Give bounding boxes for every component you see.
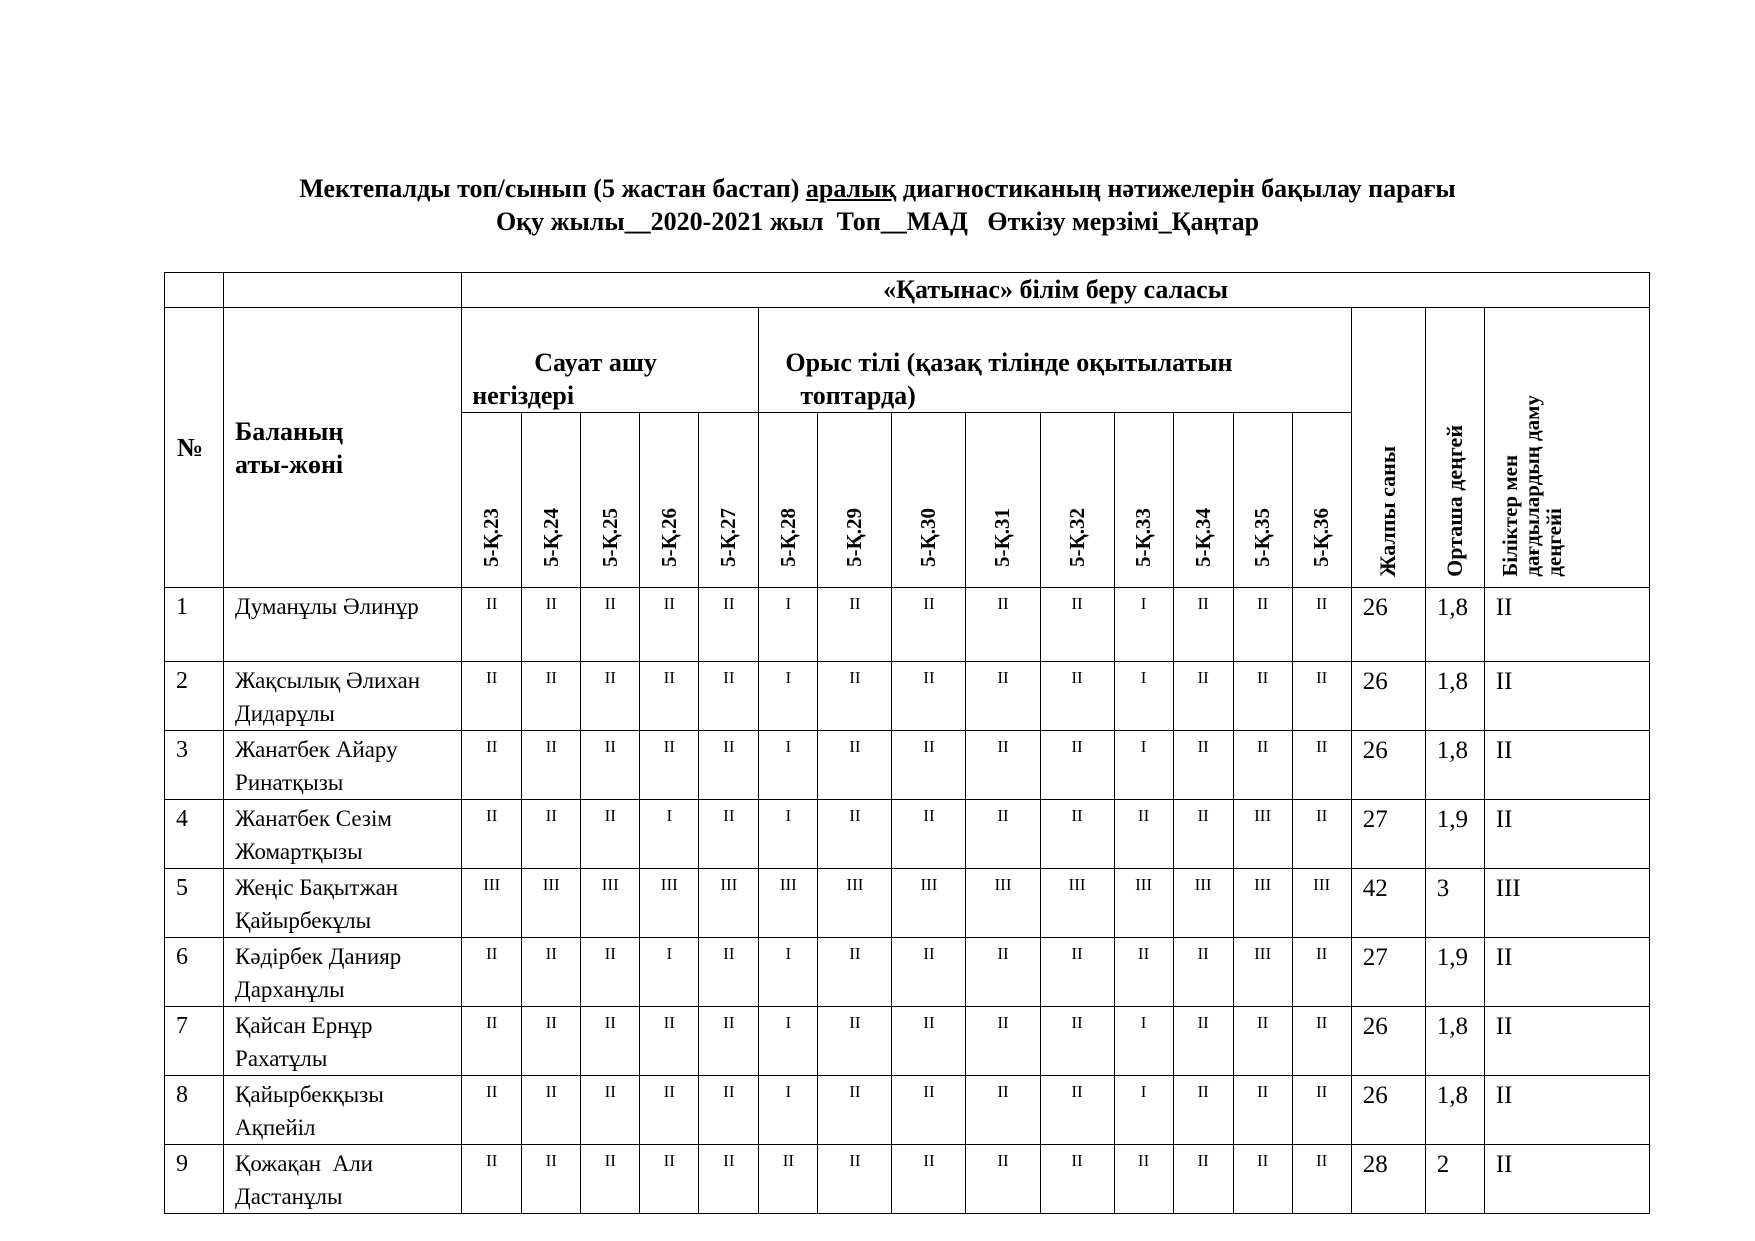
mark-cell: II	[1040, 662, 1114, 731]
development-level: II	[1484, 1076, 1649, 1145]
child-name-header: Баланың аты-жөні	[224, 308, 462, 588]
mark-cell: II	[1233, 1145, 1292, 1214]
indicator-code-header	[1292, 413, 1351, 588]
total-score: 26	[1351, 588, 1425, 662]
child-name: Қайсан Ернұр Рахатұлы	[224, 1007, 462, 1076]
mark-cell: II	[1233, 662, 1292, 731]
indicator-code-header	[818, 413, 892, 588]
mark-cell: III	[1114, 869, 1173, 938]
child-name: Қайырбекқызы Ақпейіл	[224, 1076, 462, 1145]
mark-cell: II	[699, 800, 759, 869]
total-score: 26	[1351, 1007, 1425, 1076]
mark-cell: III	[1233, 800, 1292, 869]
row-number: 9	[165, 1145, 224, 1214]
mark-cell: II	[1114, 1145, 1173, 1214]
title-line-2: Оқу жылы__2020-2021 жыл Топ__МАД Өткізу мерзімі_Қаңтар	[495, 207, 1260, 236]
mark-cell: II	[522, 800, 581, 869]
development-level: II	[1484, 1007, 1649, 1076]
indicator-code-label: 5-Қ.25	[597, 508, 622, 567]
development-level: II	[1484, 800, 1649, 869]
indicator-code-label: 5-Қ.28	[775, 508, 800, 567]
mark-cell: II	[462, 800, 522, 869]
blank-cell	[165, 273, 224, 308]
indicator-code-label: 5-Қ.30	[916, 508, 941, 567]
mark-cell: II	[1233, 588, 1292, 662]
mark-cell: II	[1233, 1076, 1292, 1145]
mark-cell: III	[522, 869, 581, 938]
child-name: Қожақан Али Дастанұлы	[224, 1145, 462, 1214]
mark-cell: II	[1173, 588, 1233, 662]
table-row	[165, 1145, 1650, 1214]
mark-cell: II	[699, 1076, 759, 1145]
development-level: II	[1484, 731, 1649, 800]
mark-cell: III	[640, 869, 699, 938]
table-row	[165, 588, 1650, 662]
indicator-code-header	[699, 413, 759, 588]
mark-cell: II	[818, 1007, 892, 1076]
mark-cell: II	[581, 588, 640, 662]
mark-cell: II	[818, 731, 892, 800]
mark-cell: II	[818, 1145, 892, 1214]
mark-cell: II	[699, 1007, 759, 1076]
mark-cell: II	[1040, 1007, 1114, 1076]
mark-cell: II	[1233, 1007, 1292, 1076]
table-row	[165, 938, 1650, 1007]
mark-cell: I	[1114, 662, 1173, 731]
table-row	[165, 731, 1650, 800]
mark-cell: II	[522, 662, 581, 731]
indicator-code-label: 5-Қ.26	[656, 508, 681, 567]
indicator-code-label: 5-Қ.32	[1064, 508, 1089, 567]
mark-cell: I	[640, 800, 699, 869]
total-score: 27	[1351, 800, 1425, 869]
indicator-code-label: 5-Қ.23	[479, 508, 504, 567]
mark-cell: II	[462, 1007, 522, 1076]
row-number: 8	[165, 1076, 224, 1145]
mark-cell: II	[1292, 1145, 1351, 1214]
mark-cell: II	[581, 1145, 640, 1214]
mark-cell: II	[640, 1145, 699, 1214]
mark-cell: II	[462, 1076, 522, 1145]
mark-cell: II	[522, 731, 581, 800]
mark-cell: II	[581, 1007, 640, 1076]
mark-cell: III	[966, 869, 1040, 938]
mark-cell: II	[522, 938, 581, 1007]
mark-cell: II	[966, 731, 1040, 800]
row-number: 3	[165, 731, 224, 800]
mark-cell: I	[759, 731, 818, 800]
table-row	[165, 662, 1650, 731]
mark-cell: II	[818, 662, 892, 731]
indicator-code-header	[1114, 413, 1173, 588]
indicator-code-header	[522, 413, 581, 588]
mark-cell: II	[966, 662, 1040, 731]
total-score: 26	[1351, 662, 1425, 731]
mark-cell: II	[818, 588, 892, 662]
row-number: 4	[165, 800, 224, 869]
mark-cell: II	[640, 662, 699, 731]
mark-cell: III	[1040, 869, 1114, 938]
mark-cell: I	[1114, 731, 1173, 800]
mark-cell: III	[1292, 869, 1351, 938]
mark-cell: II	[1173, 731, 1233, 800]
indicator-code-header	[640, 413, 699, 588]
average-level: 1,8	[1425, 662, 1484, 731]
mark-cell: II	[1173, 662, 1233, 731]
mark-cell: II	[581, 938, 640, 1007]
mark-cell: III	[1233, 869, 1292, 938]
child-name: Жанатбек Сезім Жомартқызы	[224, 800, 462, 869]
development-level: II	[1484, 1145, 1649, 1214]
mark-cell: II	[1233, 731, 1292, 800]
total-score: 27	[1351, 938, 1425, 1007]
table-row	[165, 1076, 1650, 1145]
mark-cell: II	[966, 1076, 1040, 1145]
mark-cell: II	[1292, 938, 1351, 1007]
total-score: 26	[1351, 1076, 1425, 1145]
mark-cell: II	[966, 588, 1040, 662]
mark-cell: II	[1114, 938, 1173, 1007]
average-level: 1,8	[1425, 731, 1484, 800]
mark-cell: II	[462, 662, 522, 731]
mark-cell: II	[759, 1145, 818, 1214]
mark-cell: II	[892, 938, 966, 1007]
mark-cell: I	[1114, 1007, 1173, 1076]
mark-cell: II	[1040, 588, 1114, 662]
total-header: Жалпы саны	[1351, 308, 1425, 588]
indicator-code-label: 5-Қ.36	[1309, 508, 1334, 567]
child-name: Жақсылық Әлихан Дидарұлы	[224, 662, 462, 731]
mark-cell: II	[1292, 662, 1351, 731]
mark-cell: II	[699, 731, 759, 800]
mark-cell: II	[522, 1007, 581, 1076]
mark-cell: II	[640, 731, 699, 800]
mark-cell: III	[1233, 938, 1292, 1007]
mark-cell: III	[892, 869, 966, 938]
average-level: 1,9	[1425, 800, 1484, 869]
title-underlined-word: аралық	[805, 174, 897, 203]
mark-cell: II	[1173, 938, 1233, 1007]
mark-cell: II	[640, 588, 699, 662]
indicator-code-header	[462, 413, 522, 588]
mark-cell: II	[581, 1076, 640, 1145]
row-number: 2	[165, 662, 224, 731]
average-level: 1,9	[1425, 938, 1484, 1007]
mark-cell: II	[522, 1145, 581, 1214]
mark-cell: I	[1114, 588, 1173, 662]
row-number: 6	[165, 938, 224, 1007]
mark-cell: II	[522, 1076, 581, 1145]
table-row	[165, 1007, 1650, 1076]
mark-cell: II	[522, 588, 581, 662]
mark-cell: II	[640, 1007, 699, 1076]
mark-cell: II	[581, 800, 640, 869]
mark-cell: I	[759, 662, 818, 731]
mark-cell: II	[699, 662, 759, 731]
mark-cell: II	[966, 938, 1040, 1007]
row-number: 5	[165, 869, 224, 938]
mark-cell: II	[892, 1076, 966, 1145]
blank-cell	[224, 273, 462, 308]
mark-cell: II	[892, 1145, 966, 1214]
mark-cell: II	[699, 1145, 759, 1214]
mark-cell: II	[1292, 1007, 1351, 1076]
mark-cell: I	[1114, 1076, 1173, 1145]
average-level: 1,8	[1425, 1076, 1484, 1145]
indicator-code-label: 5-Қ.35	[1250, 508, 1275, 567]
mark-cell: II	[462, 588, 522, 662]
header-row-groups	[165, 308, 1650, 413]
indicator-code-header	[1173, 413, 1233, 588]
development-level-header: Біліктер мен дағдылардың даму деңгейі	[1484, 308, 1649, 588]
indicator-code-header	[1233, 413, 1292, 588]
indicator-code-header	[892, 413, 966, 588]
mark-cell: III	[1173, 869, 1233, 938]
total-score: 28	[1351, 1145, 1425, 1214]
mark-cell: II	[699, 938, 759, 1007]
mark-cell: II	[966, 800, 1040, 869]
mark-cell: II	[966, 1007, 1040, 1076]
indicator-code-header	[966, 413, 1040, 588]
indicator-code-label: 5-Қ.31	[990, 508, 1015, 567]
group-russian-header: Орыс тілі (қазақ тілінде оқытылатын топтарда)	[759, 308, 1351, 413]
mark-cell: II	[462, 938, 522, 1007]
indicator-code-label: 5-Қ.24	[538, 508, 563, 567]
table-row	[165, 869, 1650, 938]
number-header: №	[165, 308, 224, 588]
mark-cell: II	[892, 800, 966, 869]
mark-cell: II	[892, 588, 966, 662]
mark-cell: I	[759, 938, 818, 1007]
average-level: 2	[1425, 1145, 1484, 1214]
mark-cell: II	[892, 662, 966, 731]
mark-cell: I	[759, 1076, 818, 1145]
mark-cell: II	[462, 1145, 522, 1214]
mark-cell: II	[581, 662, 640, 731]
group-literacy-header: Сауат ашу негіздері	[462, 308, 759, 413]
education-area-header: «Қатынас» білім беру саласы	[462, 273, 1650, 308]
table-row	[165, 800, 1650, 869]
mark-cell: I	[759, 1007, 818, 1076]
mark-cell: III	[699, 869, 759, 938]
development-level: II	[1484, 938, 1649, 1007]
average-level: 1,8	[1425, 588, 1484, 662]
child-name: Жанатбек Айару Ринатқызы	[224, 731, 462, 800]
average-level: 1,8	[1425, 1007, 1484, 1076]
mark-cell: II	[1173, 1145, 1233, 1214]
indicator-code-label: 5-Қ.27	[716, 508, 741, 567]
mark-cell: II	[699, 588, 759, 662]
child-name: Думанұлы Әлинұр	[224, 588, 462, 662]
mark-cell: III	[462, 869, 522, 938]
mark-cell: I	[759, 800, 818, 869]
mark-cell: I	[640, 938, 699, 1007]
header-row-area	[165, 273, 1650, 308]
mark-cell: II	[1173, 1076, 1233, 1145]
mark-cell: II	[966, 1145, 1040, 1214]
mark-cell: III	[581, 869, 640, 938]
mark-cell: II	[1292, 731, 1351, 800]
mark-cell: II	[1292, 800, 1351, 869]
mark-cell: III	[759, 869, 818, 938]
development-level: III	[1484, 869, 1649, 938]
total-score: 42	[1351, 869, 1425, 938]
mark-cell: II	[581, 731, 640, 800]
average-level: 3	[1425, 869, 1484, 938]
mark-cell: II	[1114, 800, 1173, 869]
mark-cell: II	[1040, 731, 1114, 800]
mark-cell: II	[1173, 1007, 1233, 1076]
mark-cell: II	[462, 731, 522, 800]
mark-cell: II	[818, 1076, 892, 1145]
indicator-code-label: 5-Қ.33	[1131, 508, 1156, 567]
total-score: 26	[1351, 731, 1425, 800]
mark-cell: II	[1040, 800, 1114, 869]
mark-cell: II	[1173, 800, 1233, 869]
title-line-1: Мектепалды топ/сынып (5 жастан бастап) аралық диагностиканың нәтижелерін бақылау парағы	[299, 174, 1456, 203]
development-level: II	[1484, 662, 1649, 731]
indicator-code-header	[581, 413, 640, 588]
row-number: 1	[165, 588, 224, 662]
average-level-header: Орташа деңгей	[1425, 308, 1484, 588]
mark-cell: II	[1292, 588, 1351, 662]
mark-cell: II	[892, 1007, 966, 1076]
mark-cell: II	[1040, 938, 1114, 1007]
mark-cell: II	[640, 1076, 699, 1145]
mark-cell: I	[759, 588, 818, 662]
diagnostics-table	[164, 272, 1650, 1214]
mark-cell: II	[1040, 1076, 1114, 1145]
child-name: Кәдірбек Данияр Дарханұлы	[224, 938, 462, 1007]
development-level: II	[1484, 588, 1649, 662]
mark-cell: II	[818, 800, 892, 869]
mark-cell: II	[818, 938, 892, 1007]
indicator-code-label: 5-Қ.34	[1190, 508, 1215, 567]
row-number: 7	[165, 1007, 224, 1076]
indicator-code-label: 5-Қ.29	[842, 508, 867, 567]
indicator-code-header	[759, 413, 818, 588]
mark-cell: II	[1292, 1076, 1351, 1145]
child-name: Жеңіс Бақытжан Қайырбекұлы	[224, 869, 462, 938]
mark-cell: II	[892, 731, 966, 800]
indicator-code-header	[1040, 413, 1114, 588]
document-title	[0, 172, 1755, 238]
mark-cell: III	[818, 869, 892, 938]
mark-cell: II	[1040, 1145, 1114, 1214]
